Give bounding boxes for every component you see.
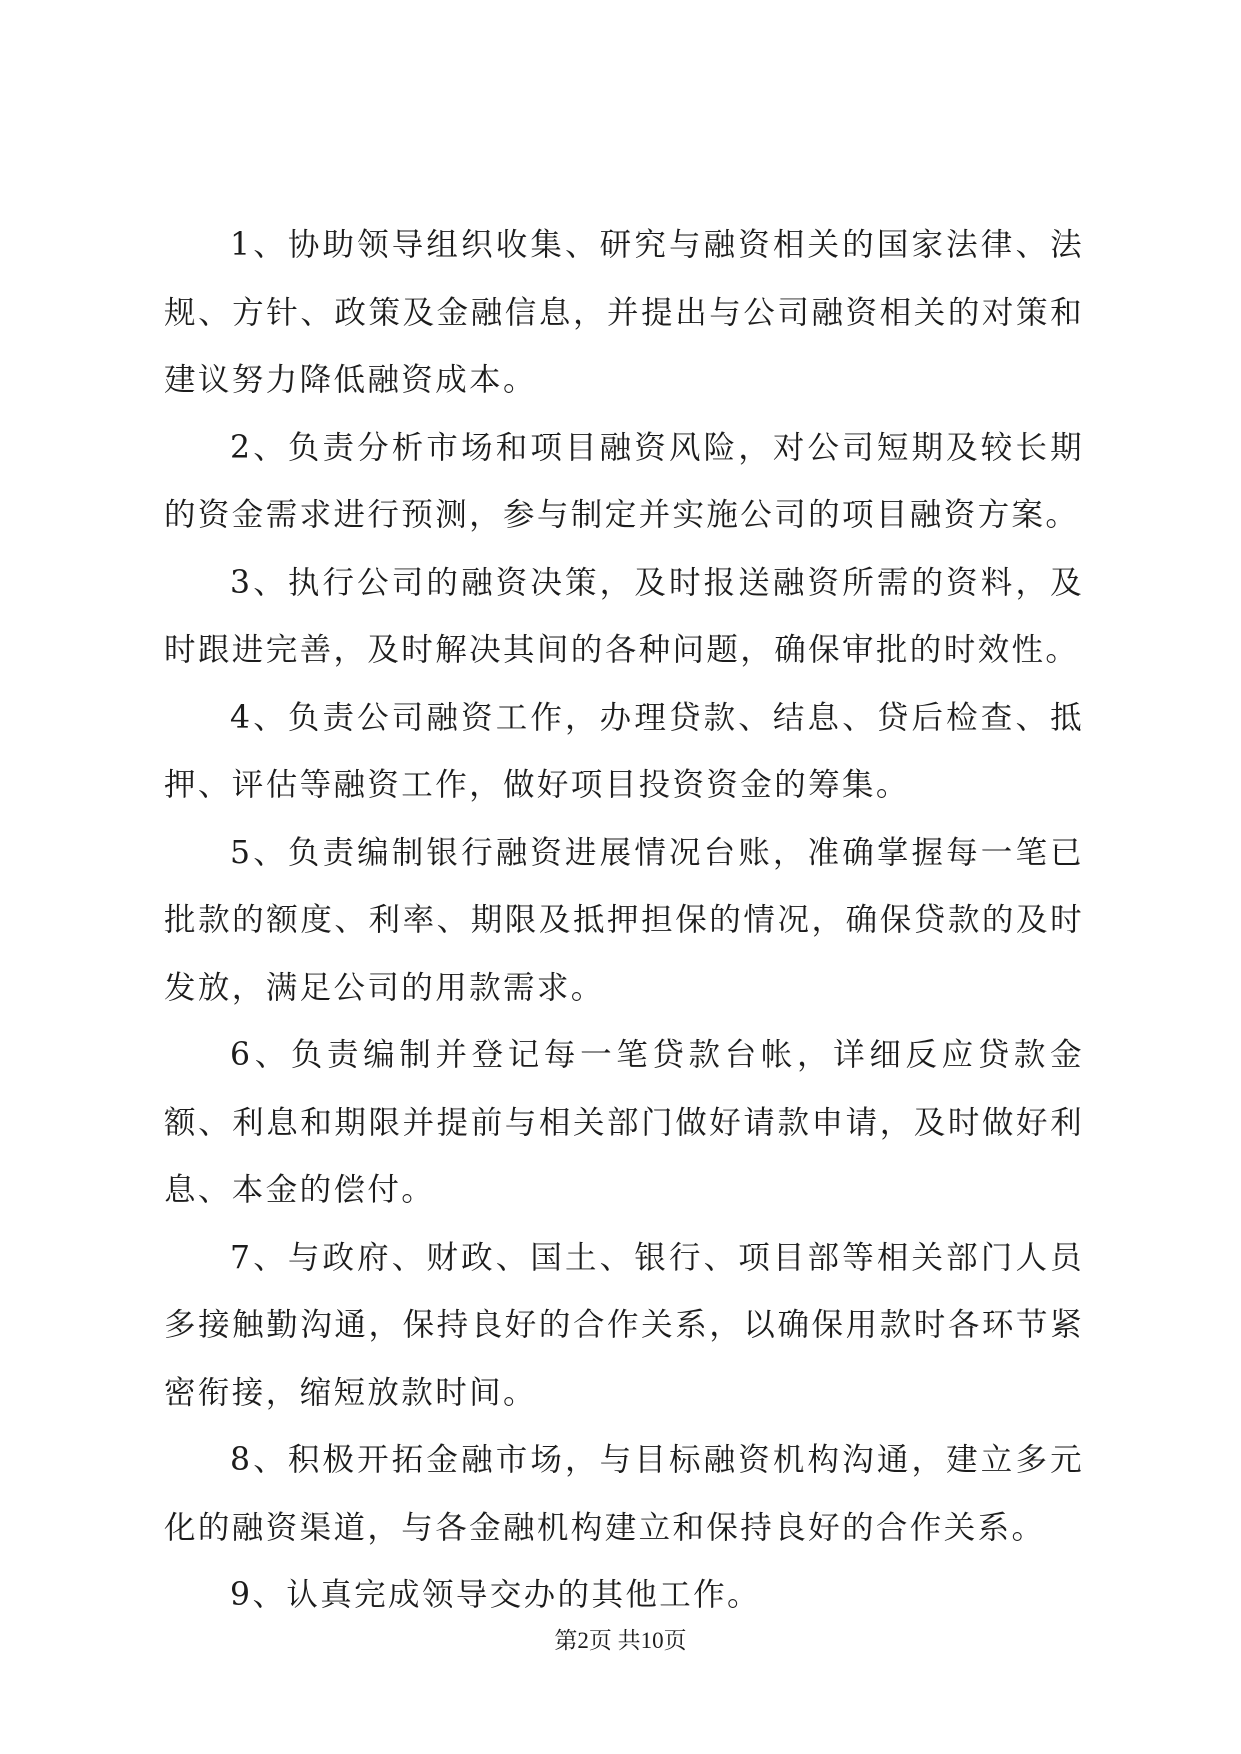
list-item-8: 8、积极开拓金融市场，与目标融资机构沟通，建立多元化的融资渠道，与各金融机构建立和保持良好的合作关系。 <box>164 1442 1084 1546</box>
list-item-7: 7、与政府、财政、国土、银行、项目部等相关部门人员多接触勤沟通，保持良好的合作关系，以确保用款时各环节紧密衔接，缩短放款时间。 <box>164 1239 1084 1411</box>
body-text <box>164 212 1084 1630</box>
list-item-4: 4、负责公司融资工作，办理贷款、结息、贷后检查、抵押、评估等融资工作，做好项目投资资金的筹集。 <box>164 699 1084 803</box>
list-item-3: 3、执行公司的融资决策，及时报送融资所需的资料，及时跟进完善，及时解决其间的各种问题，确保审批的时效性。 <box>164 564 1084 668</box>
list-item-9: 9、认真完成领导交办的其他工作。 <box>230 1577 761 1613</box>
list-item-2: 2、负责分析市场和项目融资风险，对公司短期及较长期的资金需求进行预测，参与制定并实施公司的项目融资方案。 <box>164 429 1084 533</box>
list-item-6: 6、负责编制并登记每一笔贷款台帐，详细反应贷款金额、利息和期限并提前与相关部门做好请款申请，及时做好利息、本金的偿付。 <box>164 1037 1084 1208</box>
list-item-1: 1、协助领导组织收集、研究与融资相关的国家法律、法规、方针、政策及金融信息，并提出与公司融资相关的对策和建议努力降低融资成本。 <box>164 227 1084 398</box>
page-number-footer: 第2页 共10页 <box>554 1628 687 1653</box>
list-item-5: 5、负责编制银行融资进展情况台账，准确掌握每一笔已批款的额度、利率、期限及抵押担保的情况，确保贷款的及时发放，满足公司的用款需求。 <box>164 834 1084 1006</box>
